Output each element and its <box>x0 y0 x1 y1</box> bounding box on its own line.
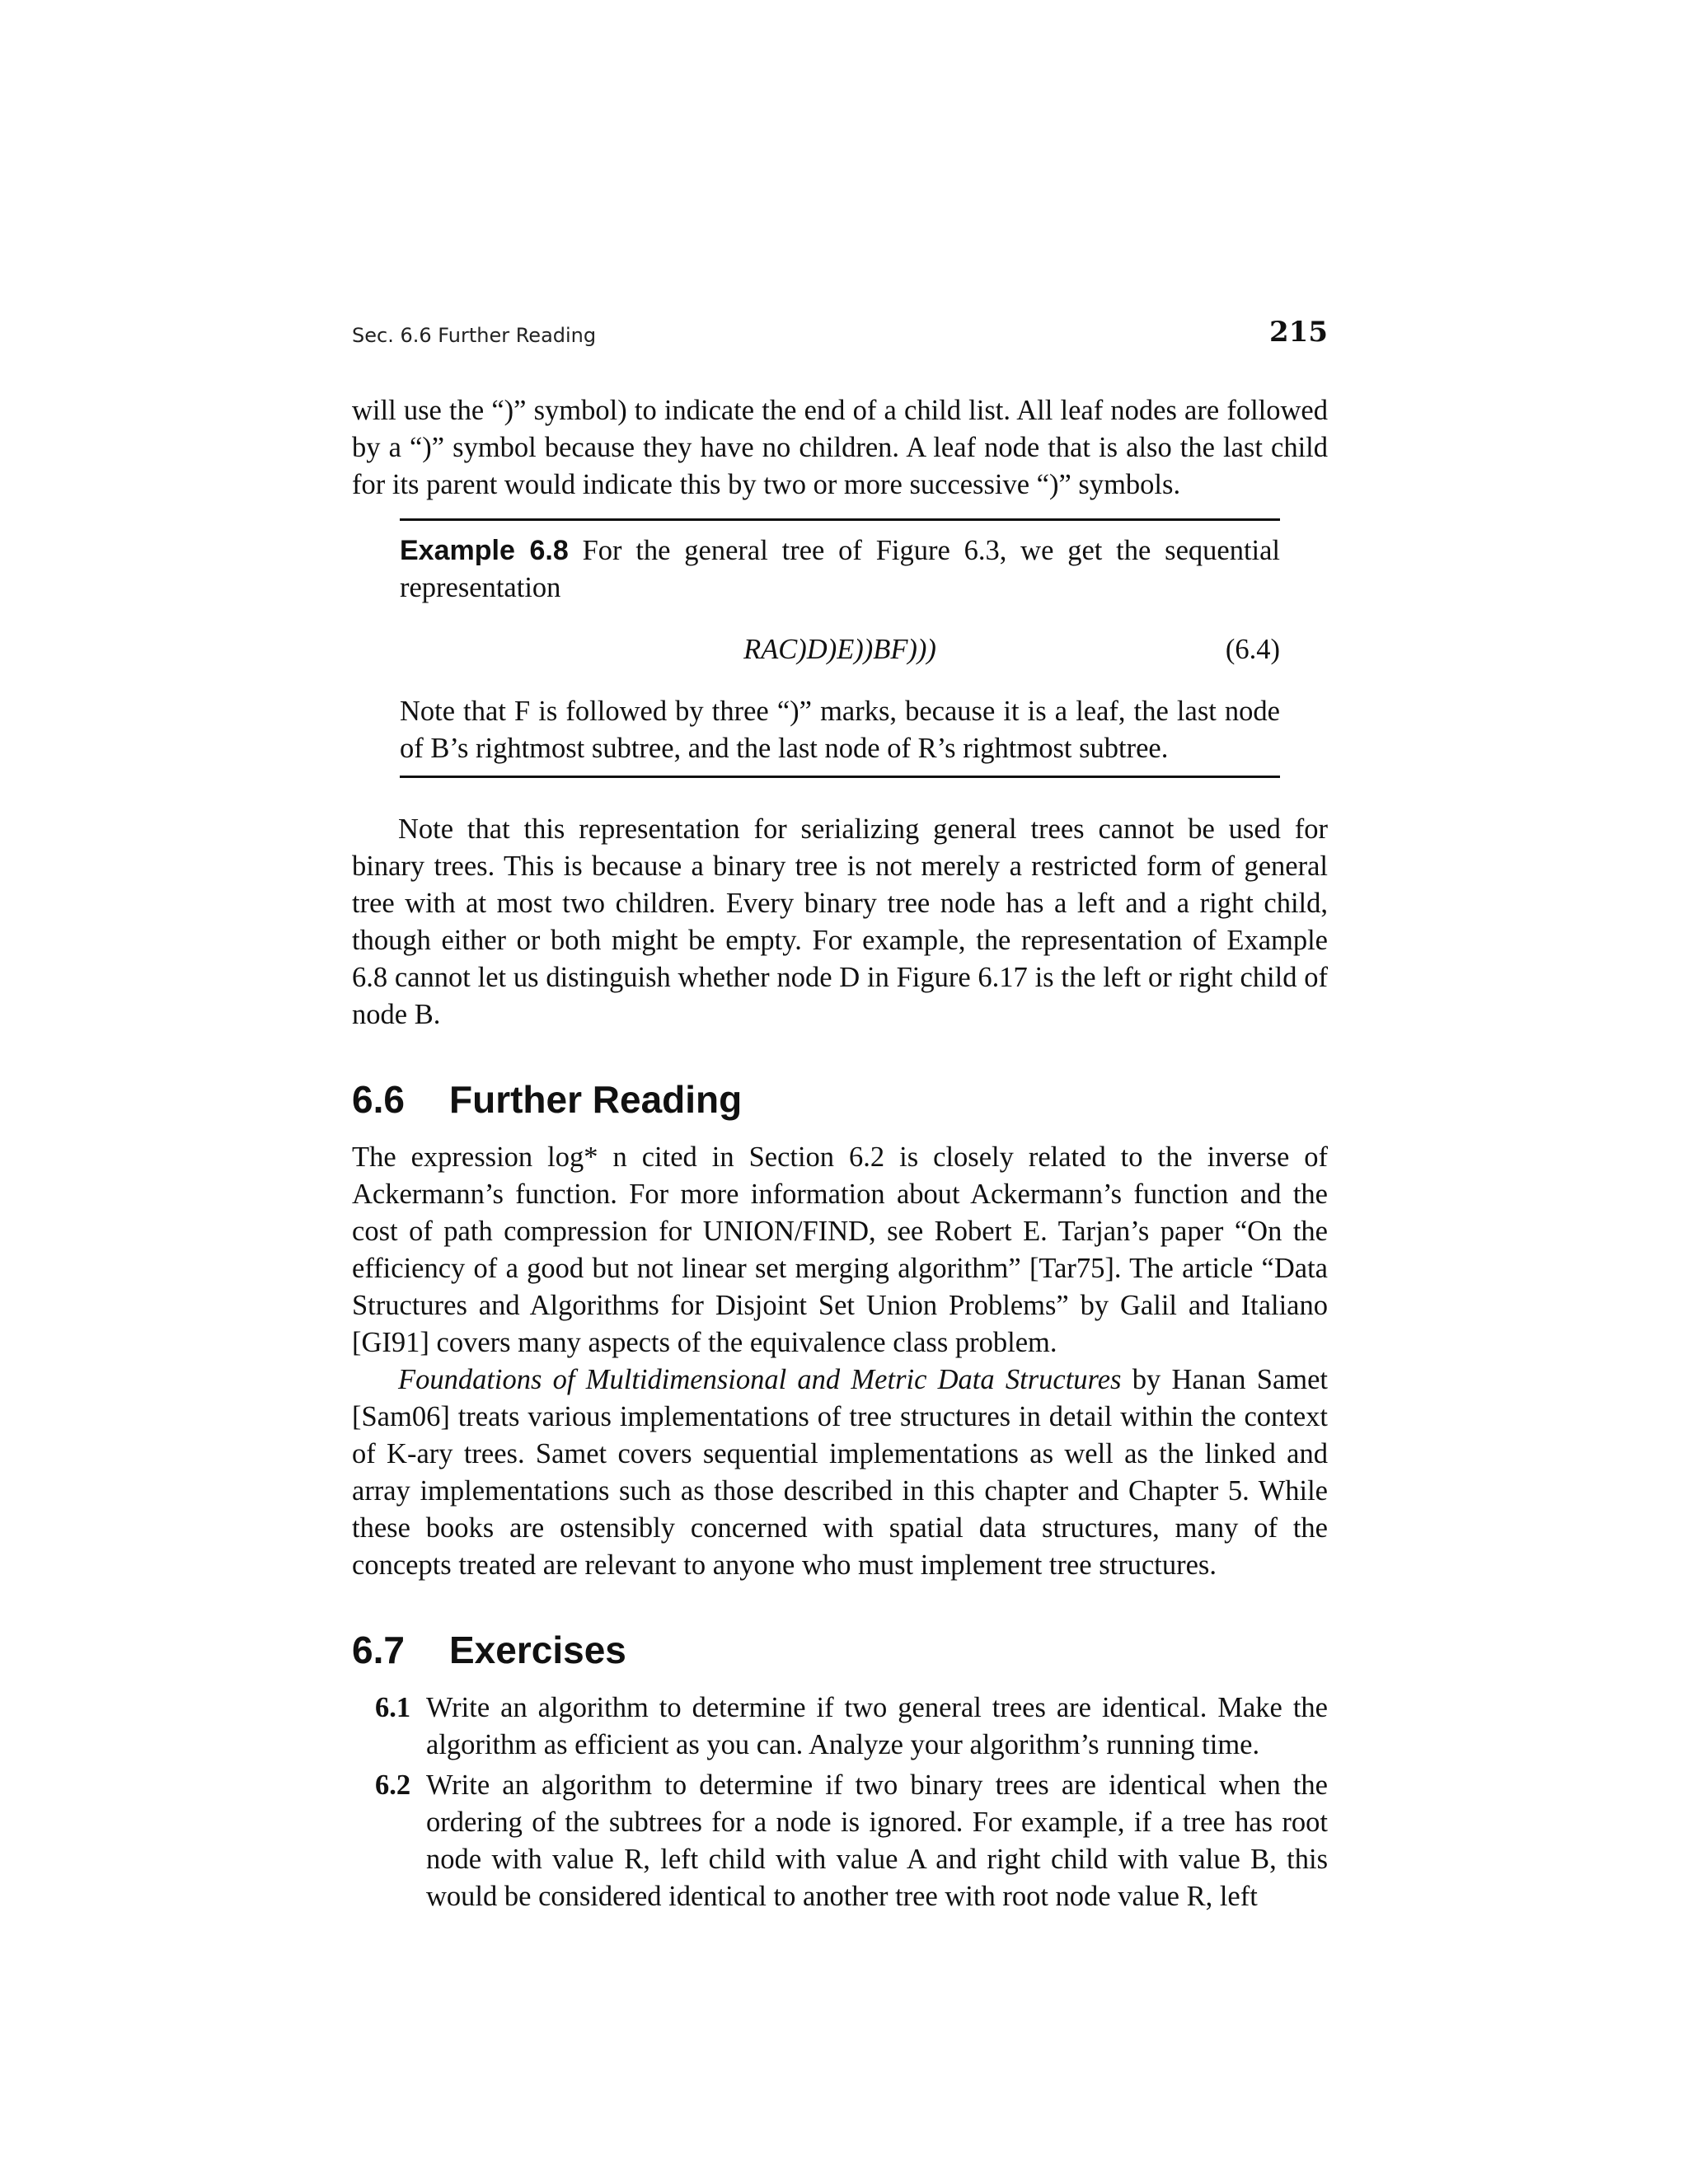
exercise-list <box>352 1690 1328 1915</box>
section-heading-further-reading <box>352 1076 1328 1122</box>
exercise-item <box>352 1690 1328 1764</box>
section-title: Exercises <box>449 1629 626 1671</box>
exercise-number: 6.1 <box>375 1692 411 1723</box>
page-body <box>352 392 1328 1919</box>
section-number: 6.7 <box>352 1629 405 1671</box>
exercise-item <box>352 1767 1328 1915</box>
example-note: Note that F is followed by three “)” marks, because it is a leaf, the last node of B’s rightmost subtree, and the last node of R’s rightmost subtree. <box>400 696 1280 764</box>
equation <box>400 631 1280 668</box>
further-reading-paragraph-1: The expression log* n cited in Section 6.2 is closely related to the inverse of Ackermann’s function. For more information about Ackermann’s function and the cost of path compression for UNION/FIND, see Robert E. Tarjan’s paper “On the efficiency of a good but not linear set merging algorithm” [Tar75]. The article “Data Structures and Algorithms for Disjoint Set Union Problems” by Galil and Italiano [GI91] covers many aspects of the equivalence class problem. <box>352 1141 1328 1358</box>
example-box <box>400 518 1280 778</box>
further-reading-paragraph-2-text: by Hanan Samet [Sam06] treats various implementations of tree structures in detail within the context of K-ary trees. Samet covers sequential implementations as well as the linked and array implementations such as those described in this chapter and Chapter 5. While these books are ostensibly concerned with spatial data structures, many of the concepts treated are relevant to anyone who must implement tree structures. <box>352 1364 1328 1581</box>
page-number: 215 <box>1269 316 1328 349</box>
binary-note-paragraph: Note that this representation for serializing general trees cannot be used for binary trees. This is because a binary tree is not merely a restricted form of general tree with at most two children. Every binary tree node has a left and a right child, though either or both might be empty. For example, the representation of Example 6.8 cannot let us distinguish whether node D in Figure 6.17 is the left or right child of node B. <box>352 813 1328 1030</box>
further-reading-paragraph-2 <box>352 1361 1328 1584</box>
running-head: Sec. 6.6 Further Reading <box>352 324 597 347</box>
intro-paragraph: will use the “)” symbol) to indicate the end of a child list. All leaf nodes are followed by a “)” symbol because they have no children. A leaf node that is also the last child for its parent would indicate this by two or more successive “)” symbols. <box>352 395 1328 500</box>
exercise-text: Write an algorithm to determine if two binary trees are identical when the ordering of the subtrees for a node is ignored. For example, if a tree has root node with value R, left child with value A and right child with value B, this would be considered identical to another tree with root node value R, left <box>426 1769 1328 1912</box>
section-heading-exercises <box>352 1627 1328 1673</box>
equation-body: RAC)D)E))BF))) <box>743 634 936 665</box>
page-header <box>352 317 1328 359</box>
equation-number: (6.4) <box>1225 634 1280 665</box>
exercise-number: 6.2 <box>375 1769 411 1801</box>
book-title: Foundations of Multidimensional and Metric Data Structures <box>398 1364 1122 1395</box>
section-title: Further Reading <box>449 1078 743 1121</box>
section-number: 6.6 <box>352 1078 405 1121</box>
example-lead <box>400 532 1280 607</box>
example-title: Example 6.8 <box>400 535 569 566</box>
exercise-text: Write an algorithm to determine if two general trees are identical. Make the algorithm as efficient as you can. Analyze your algorithm’s running time. <box>426 1692 1328 1760</box>
example-lead-text: For the general tree of Figure 6.3, we get the sequential representation <box>400 535 1281 603</box>
